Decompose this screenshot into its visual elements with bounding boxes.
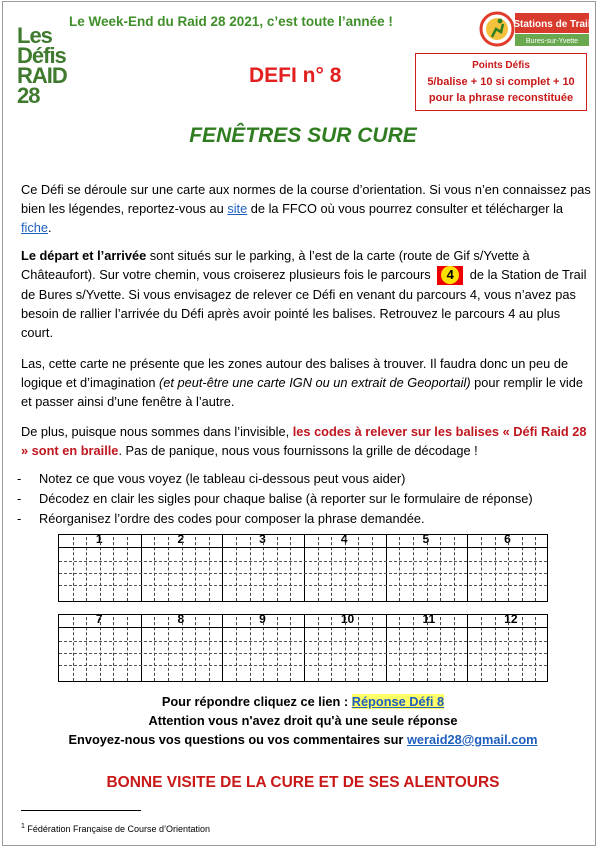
points-box	[415, 53, 587, 111]
badge-number: 4	[441, 266, 459, 284]
grid-cell-number: 6	[504, 532, 511, 546]
grid-cell-number: 3	[259, 532, 266, 546]
points-line: pour la phrase reconstituée	[428, 92, 574, 104]
grid-header-rule	[59, 535, 547, 548]
text: . Pas de panique, nous vous fournissons la grille de décodage !	[118, 443, 478, 458]
runner-icon	[479, 10, 591, 48]
intro-paragraph	[21, 180, 593, 237]
grid-cell-number: 9	[259, 612, 266, 626]
bold-text: Le départ et l’arrivée	[21, 248, 147, 263]
red-bold-text: les codes à relever sur les balises « Défi Raid 28 » sont en braille	[21, 424, 587, 458]
braille-row-line	[59, 653, 547, 654]
closing-title: BONNE VISITE DE LA CURE ET DE SES ALENTOURS	[106, 774, 500, 791]
list-item	[17, 509, 533, 529]
logo-line: Les	[17, 23, 52, 48]
points-line: 5/balise + 10 si complet + 10	[427, 76, 575, 88]
grid-cell-number: 2	[177, 532, 185, 546]
warning-line: Attention vous n'avez droit qu'à une seule réponse	[148, 713, 458, 728]
document-page	[2, 1, 596, 846]
footnote-mark: 1	[21, 823, 25, 830]
email-link[interactable]: weraid28@gmail.com	[406, 732, 538, 747]
answer-block	[3, 692, 600, 749]
station-brand: Stations de Trail	[513, 19, 591, 30]
text: Envoyez-nous vos questions ou vos commentaires sur	[68, 732, 407, 747]
list-item-text: Notez ce que vous voyez (le tableau ci-dessous peut vous aider)	[39, 471, 406, 486]
grid-header-rule	[59, 615, 547, 628]
points-title: Points Défis	[472, 60, 530, 71]
tagline: Le Week-End du Raid 28 2021, c’est toute l’année !	[69, 14, 393, 29]
text: Pour répondre cliquez ce lien :	[161, 694, 352, 709]
defi-number: DEFI n° 8	[249, 64, 342, 87]
grid-cell-number: 11	[422, 612, 436, 626]
defis-raid-28-logo	[17, 23, 67, 108]
braille-paragraph	[21, 422, 593, 460]
page-title: FENÊTRES SUR CURE	[189, 124, 417, 147]
bullet-marker: -	[17, 491, 22, 506]
answer-link[interactable]: Réponse Défi 8	[351, 694, 445, 709]
grid-cell-number: 7	[95, 612, 103, 626]
braille-grid-bottom	[58, 614, 548, 682]
list-item-text: Décodez en clair les sigles pour chaque balise (à reporter sur le formulaire de réponse)	[39, 491, 533, 506]
instruction-list	[17, 469, 533, 529]
text: sont situés sur le parking, à l’est de la carte (route de Gif s/Yvette à Châteaufort). Sur votre chemin, vous croiserez plusieurs fois le parcours	[21, 248, 530, 282]
list-item	[17, 469, 533, 489]
text: Ce Défi se déroule sur une carte aux normes de la course d’orientation. Si vous n’en connaissez pas bien les légendes, reportez-vous au	[21, 182, 591, 216]
braille-row-line	[59, 561, 547, 562]
footnote-text: Fédération Française de Course d’Orientation	[27, 824, 211, 834]
bullet-marker: -	[17, 471, 22, 486]
italic-text: (et peut-être une carte IGN ou un extrait de Geoportail)	[159, 375, 471, 390]
braille-row-line	[59, 585, 547, 586]
braille-row-line	[59, 665, 547, 666]
map-paragraph	[21, 354, 593, 411]
footnote	[21, 823, 210, 834]
text: .	[48, 220, 52, 235]
grid-cell-number: 1	[95, 532, 103, 546]
list-item-text: Réorganisez l’ordre des codes pour composer la phrase demandée.	[39, 511, 425, 526]
start-paragraph	[21, 246, 593, 342]
fiche-link[interactable]: fiche	[21, 220, 49, 235]
grid-cell-number: 10	[340, 612, 355, 626]
site-link[interactable]: site	[227, 201, 248, 216]
logo-line: 28	[17, 83, 40, 108]
grid-cell-number: 12	[504, 612, 518, 626]
text: De plus, puisque nous sommes dans l’invisible,	[21, 424, 293, 439]
braille-row-line	[59, 573, 547, 574]
text: pour remplir le vide et passer ainsi d’une fenêtre à l’autre.	[21, 375, 583, 409]
text: de la FFCO où vous pourrez consulter et télécharger la	[247, 201, 564, 216]
station-sub: Bures-sur-Yvette	[525, 38, 579, 45]
text: Las, cette carte ne présente que les zones autour des balises à trouver. Il faudra donc un peu de logique et d’imagination	[21, 356, 569, 390]
bullet-marker: -	[17, 511, 22, 526]
braille-grid-top	[58, 534, 548, 602]
grid-cell-number: 4	[340, 532, 348, 546]
footnote-divider	[21, 810, 141, 811]
contact-line	[3, 730, 600, 749]
stations-de-trail-logo	[479, 10, 591, 48]
grid-cell-number: 8	[177, 612, 185, 626]
grid-cell-number: 5	[422, 532, 430, 546]
logo-line: RAID	[17, 63, 67, 88]
answer-line	[3, 692, 600, 711]
list-item	[17, 489, 533, 509]
logo-line: Défis	[17, 43, 66, 68]
course-4-badge	[437, 266, 463, 285]
text: de la Station de Trail de Bures s/Yvette. Si vous envisagez de relever ce Défi en venant du parcours 4, vous n’avez pas besoin de rallier l’arrivée du Défi après avoir pointé les balises. Retrouvez le parcours 4 au plus court.	[21, 267, 587, 341]
braille-row-line	[59, 641, 547, 642]
